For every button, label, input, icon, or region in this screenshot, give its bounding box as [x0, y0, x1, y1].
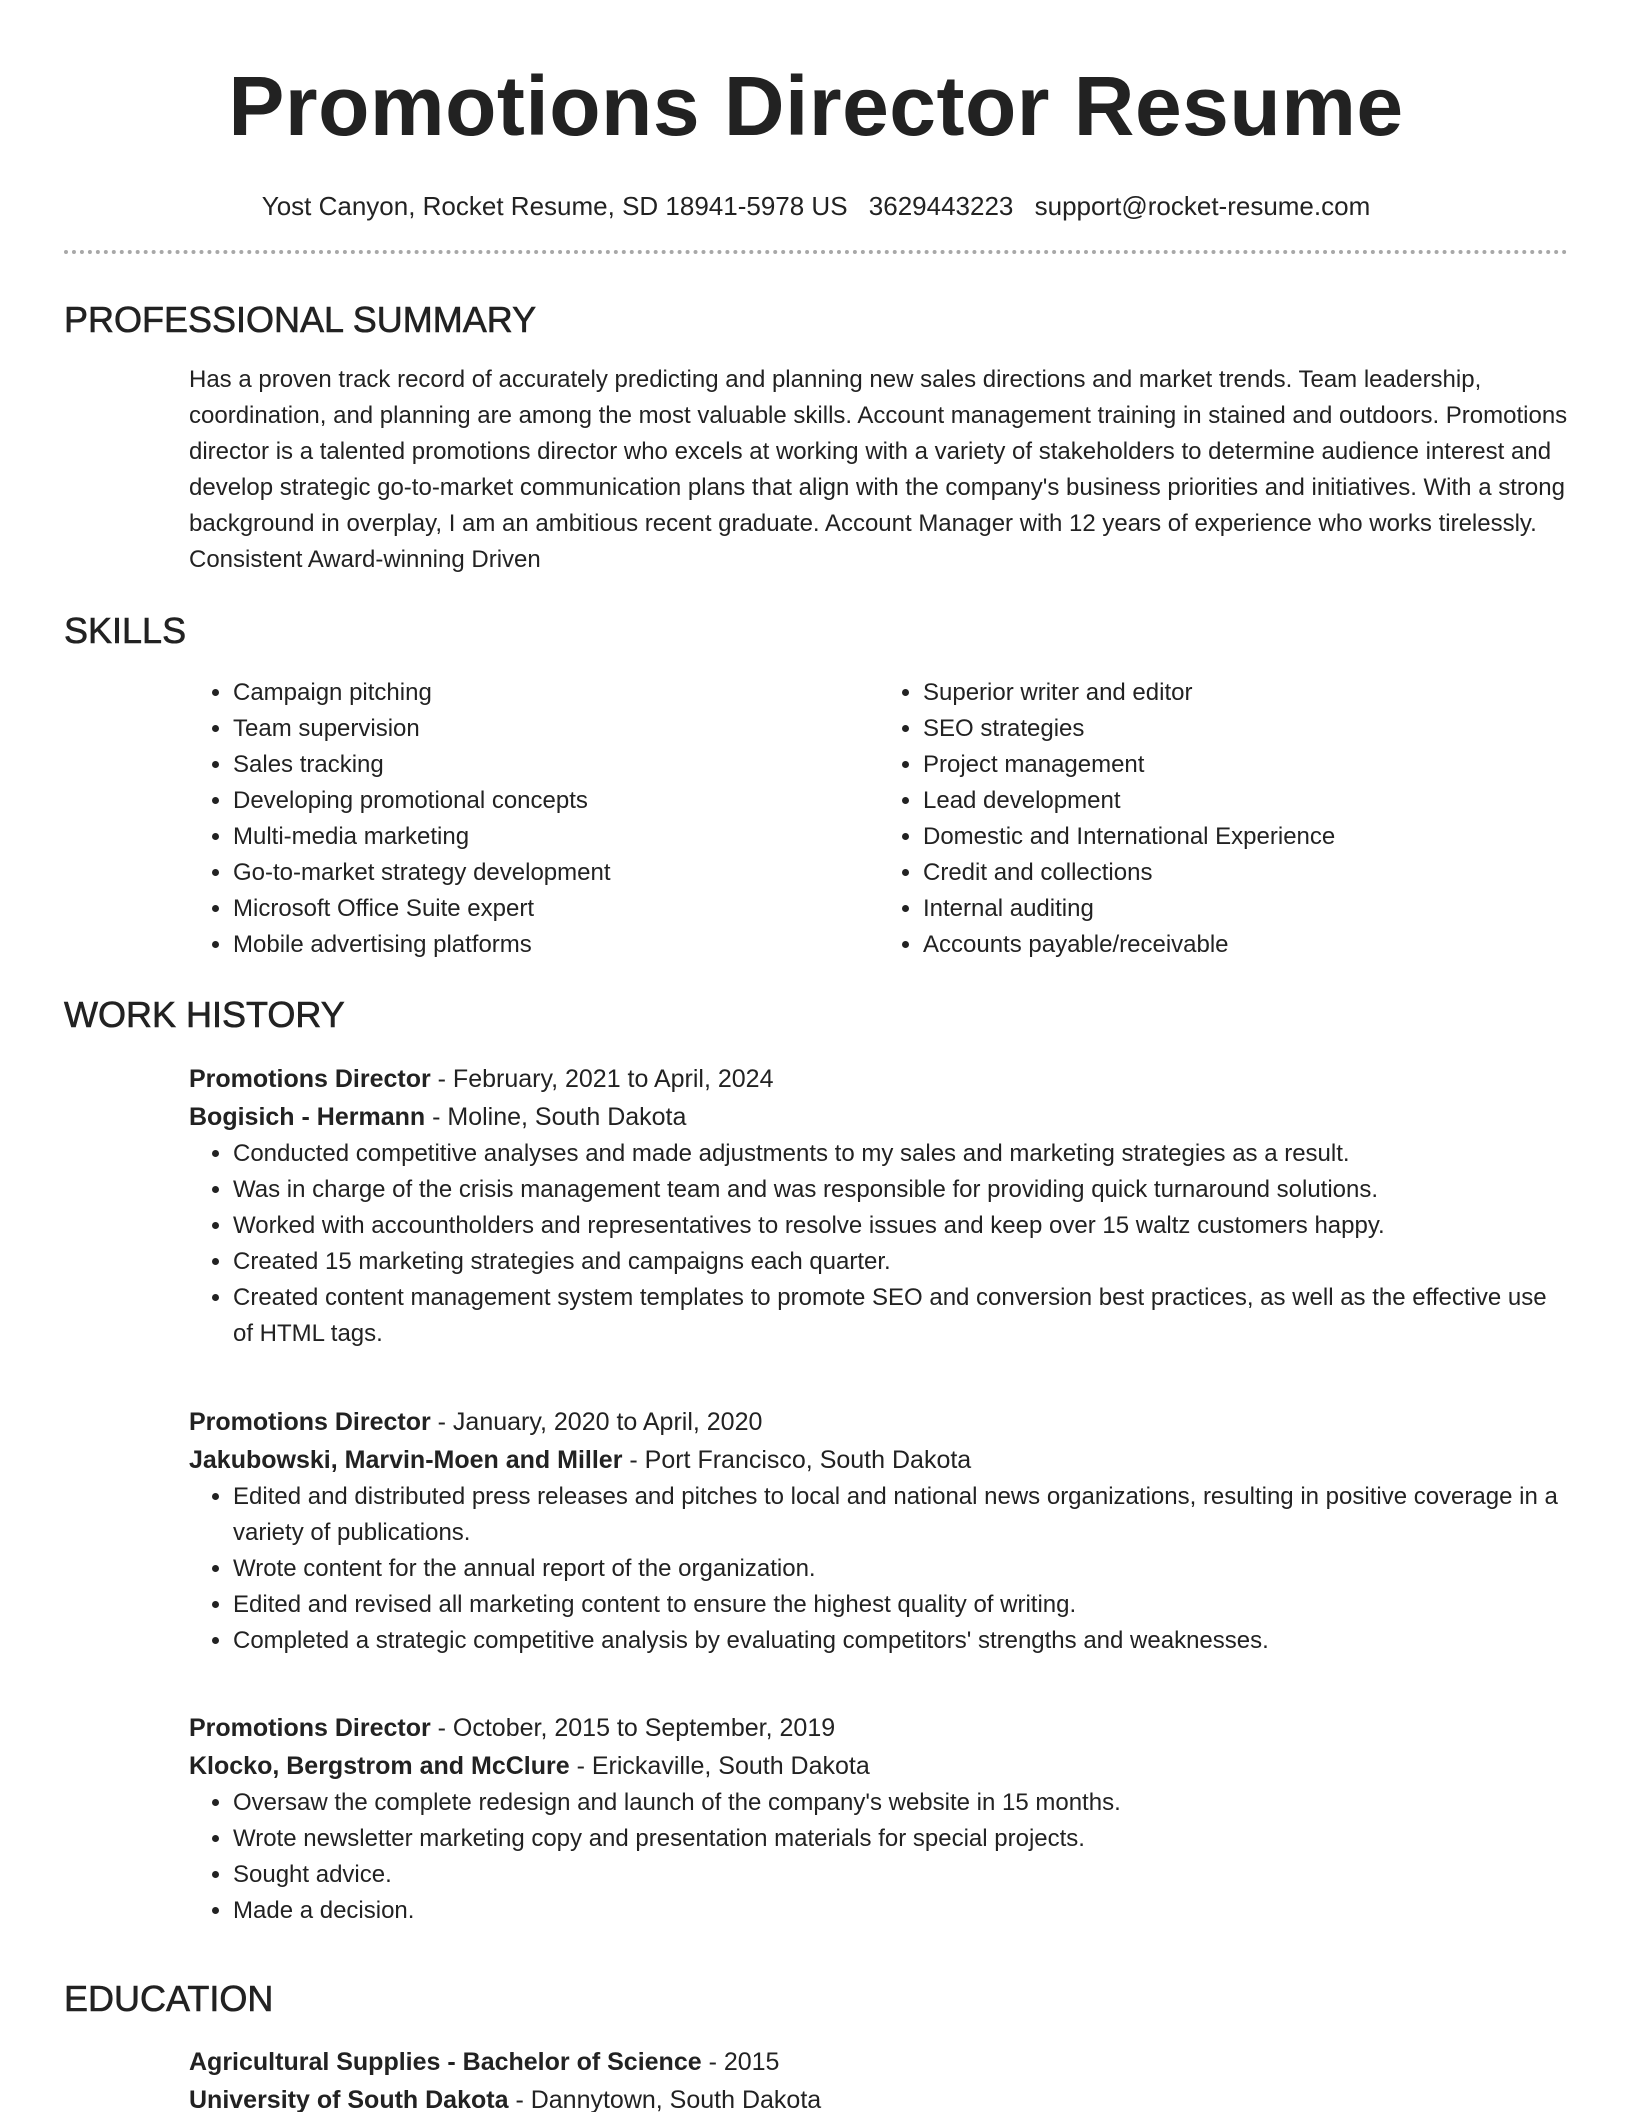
header-divider	[64, 250, 1568, 254]
job-title-line	[189, 1709, 1569, 1747]
job-company-line	[189, 1441, 1569, 1479]
skills-list-right	[879, 675, 1569, 963]
job-title-line	[189, 1060, 1569, 1098]
job-company-line	[189, 1098, 1569, 1136]
job-duty: • Made a decision.	[233, 1893, 1569, 1929]
job-location: - Erickaville, South Dakota	[569, 1752, 870, 1780]
job-entry	[189, 1403, 1569, 1659]
contact-phone: 3629443223	[868, 191, 1014, 221]
job-duties	[189, 1479, 1569, 1659]
skill-item: • Mobile advertising platforms	[233, 927, 879, 963]
job-duty: • Created 15 marketing strategies and campaigns each quarter.	[233, 1244, 1569, 1280]
job-duty: • Worked with accountholders and representatives to resolve issues and keep over 15 waltz customers happy.	[233, 1208, 1569, 1244]
job-company: Klocko, Bergstrom and McClure	[189, 1752, 570, 1780]
skill-item: • Credit and collections	[923, 855, 1569, 891]
contact-line	[0, 190, 1632, 222]
skills-section	[189, 675, 1569, 963]
job-duty: • Conducted competitive analyses and made adjustments to my sales and marketing strategies as a result.	[233, 1136, 1569, 1172]
job-duty: • Sought advice.	[233, 1857, 1569, 1893]
skills-list-left	[189, 675, 879, 963]
work-heading: WORK HISTORY	[64, 994, 345, 1035]
education-location: - Dannytown, South Dakota	[508, 2086, 822, 2112]
education-year: - 2015	[701, 2048, 780, 2076]
job-title: Promotions Director	[189, 1714, 431, 1742]
skill-item: • SEO strategies	[923, 711, 1569, 747]
job-dates: - January, 2020 to April, 2020	[430, 1408, 763, 1436]
job-duty: • Wrote content for the annual report of the organization.	[233, 1551, 1569, 1587]
education-degree: Agricultural Supplies - Bachelor of Science	[189, 2048, 702, 2076]
skill-item: • Superior writer and editor	[923, 675, 1569, 711]
skill-item: • Multi-media marketing	[233, 819, 879, 855]
skill-item: • Accounts payable/receivable	[923, 927, 1569, 963]
resume-header	[0, 0, 1632, 222]
job-duties	[189, 1136, 1569, 1352]
job-company: Jakubowski, Marvin-Moen and Miller	[189, 1446, 623, 1474]
summary-heading: PROFESSIONAL SUMMARY	[64, 299, 537, 340]
job-location: - Moline, South Dakota	[425, 1103, 687, 1131]
job-duty: • Created content management system templates to promote SEO and conversion best practices, as well as the effective use of HTML tags.	[233, 1280, 1569, 1352]
job-duties	[189, 1785, 1569, 1929]
job-dates: - February, 2021 to April, 2024	[430, 1065, 774, 1093]
job-title: Promotions Director	[189, 1065, 431, 1093]
summary-text: Has a proven track record of accurately predicting and planning new sales directions and market trends. Team leadership, coordination, and planning are among the most valuable skills. Account management training in stained and outdoors. Promotions director is a talented promotions director who excels at working with a variety of stakeholders to determine audience interest and develop strategic go-to-market communication plans that align with the company's business priorities and initiatives. With a strong background in overplay, I am an ambitious recent graduate. Account Manager with 12 years of experience who works tirelessly. Consistent Award-winning Driven	[189, 366, 1568, 573]
skills-heading: SKILLS	[64, 610, 187, 651]
job-entry	[189, 1709, 1569, 1929]
page-title: Promotions Director Resume	[228, 59, 1404, 153]
job-duty: • Oversaw the complete redesign and launch of the company's website in 15 months.	[233, 1785, 1569, 1821]
job-duty: • Completed a strategic competitive analysis by evaluating competitors' strengths and weaknesses.	[233, 1623, 1569, 1659]
job-duty: • Edited and revised all marketing content to ensure the highest quality of writing.	[233, 1587, 1569, 1623]
summary-section	[189, 362, 1569, 578]
skill-item: • Microsoft Office Suite expert	[233, 891, 879, 927]
education-entry	[189, 2043, 1569, 2112]
skill-item: • Team supervision	[233, 711, 879, 747]
skill-item: • Internal auditing	[923, 891, 1569, 927]
job-company-line	[189, 1747, 1569, 1785]
skill-item: • Go-to-market strategy development	[233, 855, 879, 891]
job-entry	[189, 1060, 1569, 1352]
education-heading: EDUCATION	[64, 1978, 274, 2019]
job-duty: • Was in charge of the crisis management team and was responsible for providing quick turnaround solutions.	[233, 1172, 1569, 1208]
skill-item: • Sales tracking	[233, 747, 879, 783]
job-title: Promotions Director	[189, 1408, 431, 1436]
contact-address: Yost Canyon, Rocket Resume, SD 18941-5978 US	[261, 191, 848, 221]
job-dates: - October, 2015 to September, 2019	[430, 1714, 836, 1742]
contact-email: support@rocket-resume.com	[1034, 191, 1371, 221]
education-school: University of South Dakota	[189, 2086, 509, 2112]
skill-item: • Lead development	[923, 783, 1569, 819]
job-duty: • Edited and distributed press releases and pitches to local and national news organizations, resulting in positive coverage in a variety of publications.	[233, 1479, 1569, 1551]
skill-item: • Project management	[923, 747, 1569, 783]
job-location: - Port Francisco, South Dakota	[622, 1446, 972, 1474]
skill-item: • Campaign pitching	[233, 675, 879, 711]
job-company: Bogisich - Hermann	[189, 1103, 426, 1131]
job-title-line	[189, 1403, 1569, 1441]
skill-item: • Domestic and International Experience	[923, 819, 1569, 855]
education-degree-line	[189, 2043, 1569, 2081]
skill-item: • Developing promotional concepts	[233, 783, 879, 819]
job-duty: • Wrote newsletter marketing copy and presentation materials for special projects.	[233, 1821, 1569, 1857]
education-school-line	[189, 2081, 1569, 2112]
